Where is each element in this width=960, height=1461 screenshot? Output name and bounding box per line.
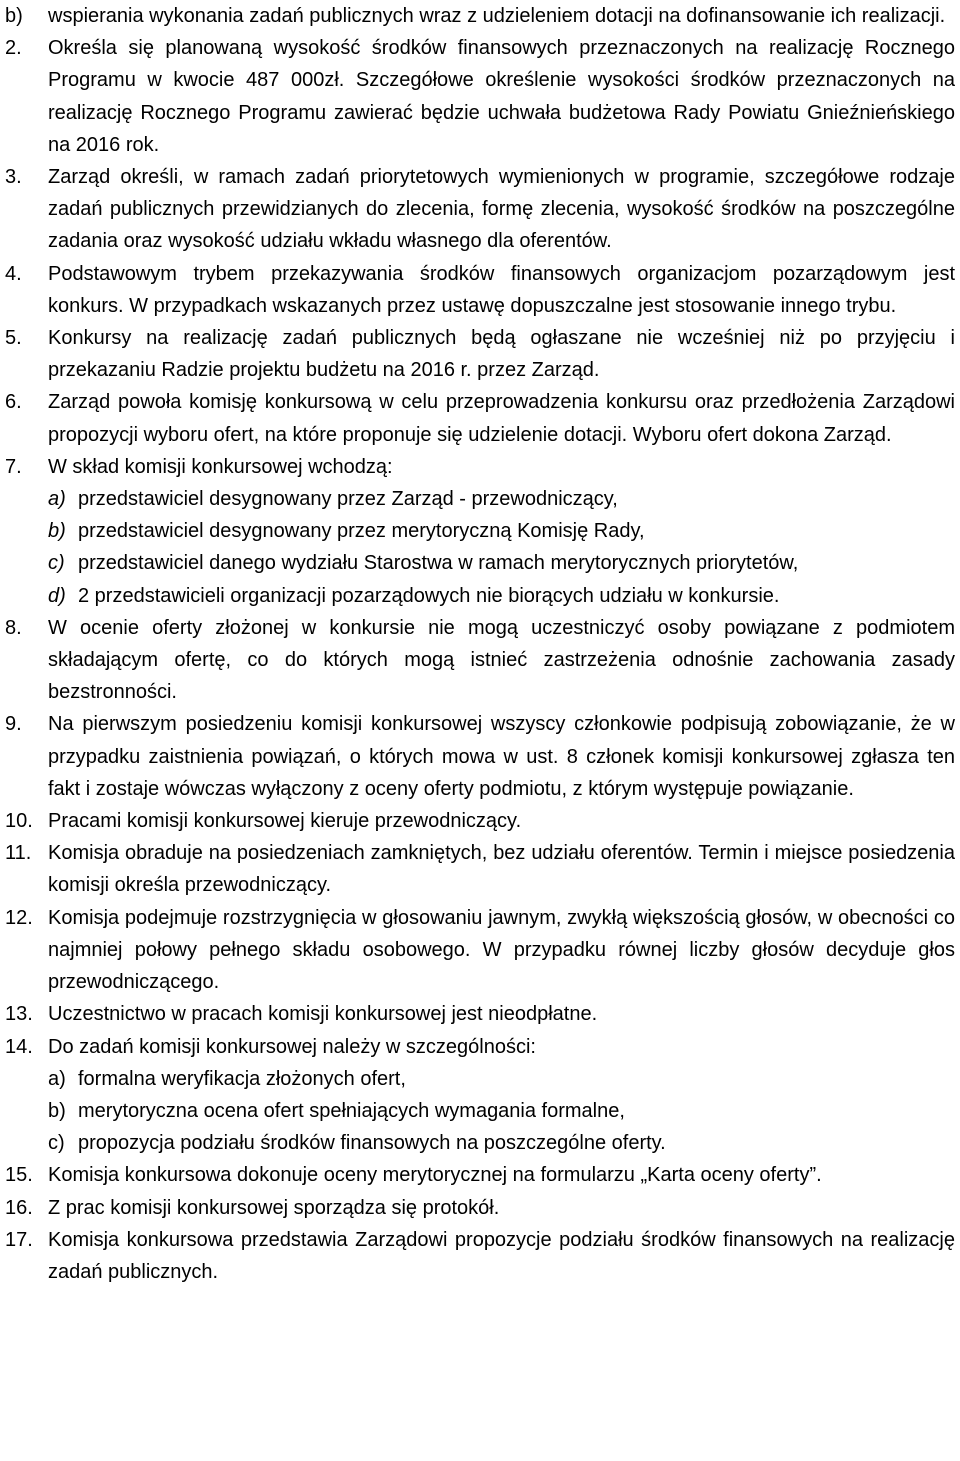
list-item bbox=[5, 1031, 955, 1160]
item-body bbox=[48, 32, 955, 161]
item-text: Komisja konkursowa przedstawia Zarządowi propozycje podziału środków finansowych na realizację zadań publicznych. bbox=[48, 1228, 955, 1283]
list-item bbox=[5, 902, 955, 999]
list-item bbox=[5, 322, 955, 386]
sub-item bbox=[48, 515, 955, 547]
list-item bbox=[5, 805, 955, 837]
item-text: Podstawowym trybem przekazywania środków finansowych organizacjom pozarządowym jest konkurs. W przypadkach wskazanych przez ustawę dopuszczalne jest stosowanie innego trybu. bbox=[48, 262, 955, 317]
item-body bbox=[48, 161, 955, 258]
list-item bbox=[5, 258, 955, 322]
item-text: Uczestnictwo w pracach komisji konkursowej jest nieodpłatne. bbox=[48, 1003, 598, 1026]
item-body bbox=[48, 1159, 955, 1191]
item-text: W skład komisji konkursowej wchodzą: bbox=[48, 455, 393, 478]
sub-item-text: przedstawiciel desygnowany przez merytoryczną Komisję Rady, bbox=[78, 520, 645, 543]
list-item bbox=[5, 708, 955, 805]
item-number: 16. bbox=[5, 1196, 33, 1219]
item-text: Zarząd określi, w ramach zadań priorytetowych wymienionych w programie, szczegółowe rodzaje zadań publicznych przewidzianych do zlecenia, formę zlecenia, wysokość środków na poszczególne zadania oraz wysokość udziału wkładu własnego dla oferentów. bbox=[48, 166, 955, 253]
item-number: 13. bbox=[5, 1003, 33, 1026]
item-text: Konkursy na realizację zadań publicznych będą ogłaszane nie wcześniej niż po przyjęciu i przekazaniu Radzie projektu budżetu na 2016 r. przez Zarząd. bbox=[48, 327, 955, 382]
item-number: 4. bbox=[5, 262, 22, 285]
item-number: 10. bbox=[5, 810, 33, 833]
sub-item-label: c) bbox=[48, 552, 65, 575]
item-text: Do zadań komisji konkursowej należy w szczególności: bbox=[48, 1035, 536, 1058]
sub-item-text: formalna weryfikacja złożonych ofert, bbox=[78, 1067, 406, 1090]
list-item bbox=[5, 837, 955, 901]
list-item bbox=[5, 32, 955, 161]
sub-item bbox=[48, 580, 955, 612]
item-body bbox=[48, 902, 955, 999]
list-item bbox=[5, 386, 955, 450]
item-body bbox=[48, 805, 955, 837]
item-body bbox=[48, 258, 955, 322]
sub-item-text: przedstawiciel danego wydziału Starostwa w ramach merytorycznych priorytetów, bbox=[78, 552, 799, 575]
sub-item-label: d) bbox=[48, 584, 66, 607]
item-text: Na pierwszym posiedzeniu komisji konkursowej wszyscy członkowie podpisują zobowiązanie, że w przypadku zaistnienia powiązań, o których mowa w ust. 8 członek komisji konkursowej zgłasza ten fakt i zostaje wówczas wyłączony z oceny oferty podmiotu, z którym występuje powiązanie. bbox=[48, 713, 955, 800]
item-text: Zarząd powoła komisję konkursową w celu przeprowadzenia konkursu oraz przedłożenia Zarządowi propozycji wyboru ofert, na które proponuje się udzielenie dotacji. Wyboru ofert dokona Zarząd. bbox=[48, 391, 955, 446]
list-item bbox=[5, 1159, 955, 1191]
list-item bbox=[5, 612, 955, 709]
sub-item-text: merytoryczna ocena ofert spełniających wymagania formalne, bbox=[78, 1099, 625, 1122]
item-number: 17. bbox=[5, 1228, 33, 1251]
item-body bbox=[48, 322, 955, 386]
list-item bbox=[5, 1192, 955, 1224]
sub-item-text: 2 przedstawicieli organizacji pozarządowych nie biorących udziału w konkursie. bbox=[78, 584, 780, 607]
item-text: Określa się planowaną wysokość środków finansowych przeznaczonych na realizację Rocznego Programu w kwocie 487 000zł. Szczegółowe określenie wysokości środków przeznaczonych na realizację Rocznego Programu zawierać będzie uchwała budżetowa Rady Powiatu Gnieźnieńskiego na 2016 rok. bbox=[48, 37, 955, 156]
item-text: Pracami komisji konkursowej kieruje przewodniczący. bbox=[48, 810, 522, 833]
item-text: Komisja obraduje na posiedzeniach zamkniętych, bez udziału oferentów. Termin i miejsce posiedzenia komisji określa przewodniczący. bbox=[48, 842, 955, 897]
item-body bbox=[48, 386, 955, 450]
sub-item-label: a) bbox=[48, 1067, 66, 1090]
item-body bbox=[48, 1224, 955, 1288]
item-number: 9. bbox=[5, 713, 22, 736]
list-item bbox=[5, 451, 955, 612]
sub-item-label: b) bbox=[48, 520, 66, 543]
intro-text: wspierania wykonania zadań publicznych wraz z udzieleniem dotacji na dofinansowanie ich realizacji. bbox=[48, 5, 946, 27]
item-number: 7. bbox=[5, 455, 22, 478]
list-item bbox=[5, 998, 955, 1030]
list-item bbox=[5, 1224, 955, 1288]
item-text: Komisja podejmuje rozstrzygnięcia w głosowaniu jawnym, zwykłą większością głosów, w obecności co najmniej połowy pełnego składu osobowego. W przypadku równej liczby głosów decyduje głos przewodniczącego. bbox=[48, 906, 955, 994]
intro-label: b) bbox=[5, 5, 23, 27]
sub-item bbox=[48, 1095, 955, 1127]
intro-paragraph bbox=[5, 0, 955, 32]
item-number: 2. bbox=[5, 37, 22, 60]
item-number: 11. bbox=[5, 842, 32, 865]
item-text: W ocenie oferty złożonej w konkursie nie mogą uczestniczyć osoby powiązane z podmiotem składającym ofertę, co do których mogą istnieć zastrzeżenia odnośnie zachowania zasady bezstronności. bbox=[48, 616, 955, 704]
item-body bbox=[48, 1192, 955, 1224]
item-body bbox=[48, 708, 955, 805]
item-number: 12. bbox=[5, 906, 33, 929]
sub-item-label: a) bbox=[48, 488, 66, 511]
item-number: 6. bbox=[5, 391, 22, 414]
item-body bbox=[48, 998, 955, 1030]
item-number: 3. bbox=[5, 166, 22, 189]
list-item bbox=[5, 161, 955, 258]
sub-item-label: c) bbox=[48, 1132, 65, 1155]
sub-item bbox=[48, 1063, 955, 1095]
item-body bbox=[48, 1031, 955, 1160]
numbered-list bbox=[5, 32, 955, 1288]
item-body bbox=[48, 837, 955, 901]
item-body bbox=[48, 612, 955, 709]
item-number: 15. bbox=[5, 1164, 33, 1187]
sub-item-text: propozycja podziału środków finansowych na poszczególne oferty. bbox=[78, 1132, 666, 1155]
item-number: 14. bbox=[5, 1035, 33, 1058]
sub-item bbox=[48, 547, 955, 579]
sub-item-label: b) bbox=[48, 1099, 66, 1122]
sub-item bbox=[48, 1127, 955, 1159]
item-body bbox=[48, 451, 955, 612]
item-text: Z prac komisji konkursowej sporządza się protokół. bbox=[48, 1196, 500, 1219]
item-text: Komisja konkursowa dokonuje oceny merytorycznej na formularzu „Karta oceny oferty”. bbox=[48, 1164, 822, 1187]
sub-item bbox=[48, 483, 955, 515]
sub-item-text: przedstawiciel desygnowany przez Zarząd - przewodniczący, bbox=[78, 488, 618, 511]
item-number: 8. bbox=[5, 616, 22, 639]
item-number: 5. bbox=[5, 327, 22, 350]
